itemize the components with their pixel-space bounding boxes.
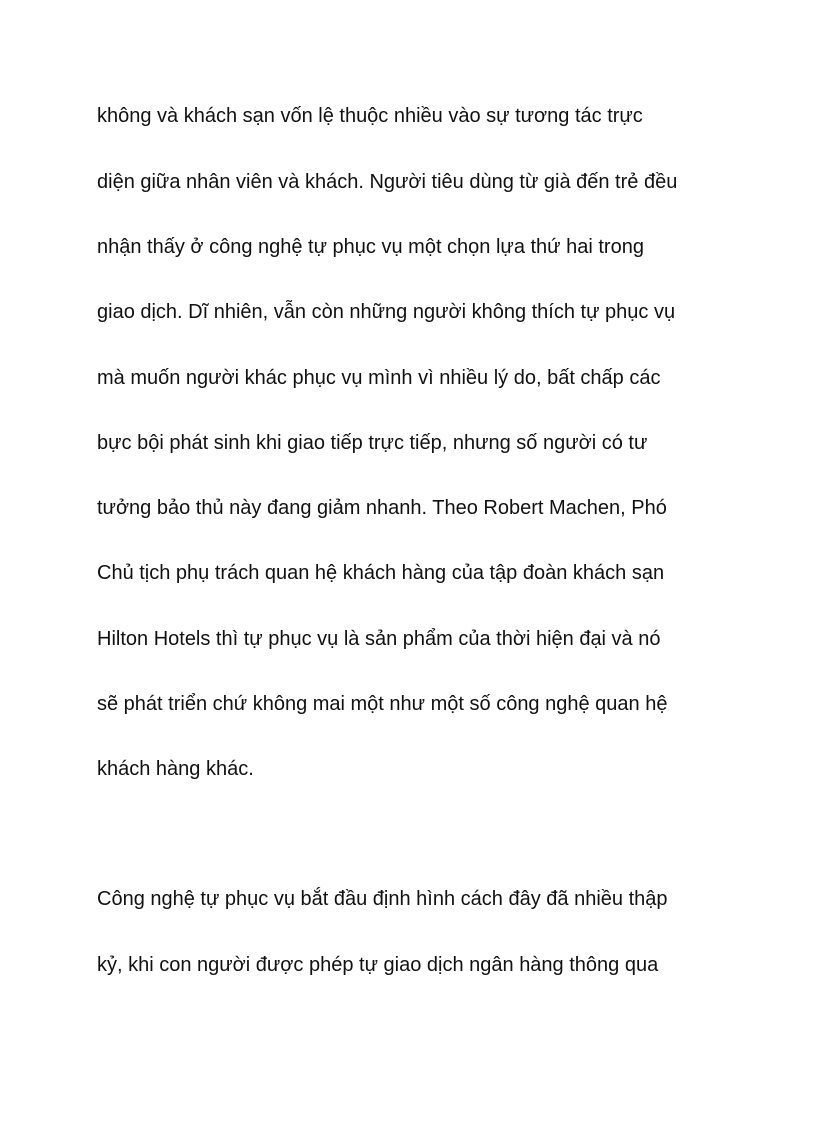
text-line: mà muốn người khác phục vụ mình vì nhiều lý do, bất chấp các (97, 367, 661, 389)
text-line: diện giữa nhân viên và khách. Người tiêu dùng từ già đến trẻ đều (97, 171, 678, 193)
text-line: giao dịch. Dĩ nhiên, vẫn còn những người không thích tự phục vụ (97, 301, 676, 323)
text-line: Chủ tịch phụ trách quan hệ khách hàng của tập đoàn khách sạn (97, 562, 665, 584)
text-line: nhận thấy ở công nghệ tự phục vụ một chọn lựa thứ hai trong (97, 236, 644, 258)
text-line: kỷ, khi con người được phép tự giao dịch ngân hàng thông qua (97, 954, 659, 976)
text-line: sẽ phát triển chứ không mai một như một số công nghệ quan hệ (97, 693, 668, 715)
text-line: bực bội phát sinh khi giao tiếp trực tiếp, nhưng số người có tư (97, 432, 648, 454)
text-line: không và khách sạn vốn lệ thuộc nhiều vào sự tương tác trực (97, 105, 643, 127)
text-line: khách hàng khác. (97, 758, 254, 780)
text-line: Công nghệ tự phục vụ bắt đầu định hình cách đây đã nhiều thập (97, 888, 668, 910)
text-line: Hilton Hotels thì tự phục vụ là sản phẩm của thời hiện đại và nó (97, 628, 661, 650)
text-line: tưởng bảo thủ này đang giảm nhanh. Theo Robert Machen, Phó (97, 497, 667, 519)
